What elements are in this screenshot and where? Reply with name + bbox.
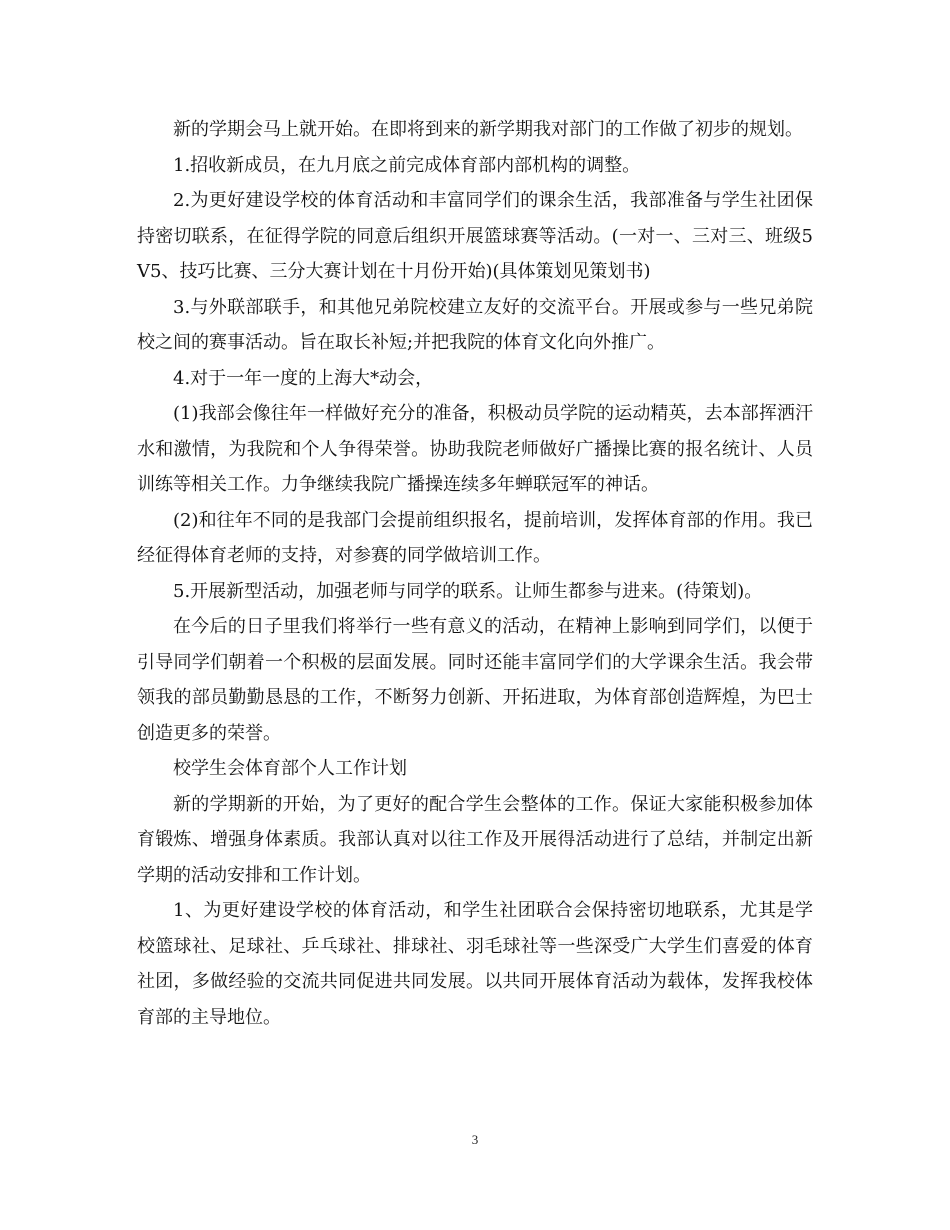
paragraph-conclusion: 在今后的日子里我们将举行一些有意义的活动，在精神上影响到同学们，以便于引导同学们朝着一个积极的层面发展。同时还能丰富同学们的大学课余生活。我会带领我的部员勤勤恳恳的工作，不断努力创新、开拓进取，为体育部创造辉煌，为巴士创造更多的荣誉。 — [137, 616, 813, 744]
paragraph-item-5: 5.开展新型活动，加强老师与同学的联系。让师生都参与进来。(待策划)。 — [173, 580, 763, 602]
section-heading: 校学生会体育部个人工作计划 — [173, 758, 407, 779]
paragraph-section-item-1: 1、为更好建设学校的体育活动，和学生社团联合会保持密切地联系，尤其是学校篮球社、足球社、乒乓球社、排球社、羽毛球社等一些深受广大学生们喜爱的体育社团，多做经验的交流共同促进共同发展。以共同开展体育活动为载体，发挥我校体育部的主导地位。 — [137, 900, 813, 1028]
paragraph-intro: 新的学期会马上就开始。在即将到来的新学期我对部门的工作做了初步的规划。 — [173, 119, 803, 140]
paragraph-item-3: 3.与外联部联手，和其他兄弟院校建立友好的交流平台。开展或参与一些兄弟院校之间的赛事活动。旨在取长补短;并把我院的体育文化向外推广。 — [137, 296, 813, 353]
paragraph-item-2: 2.为更好建设学校的体育活动和丰富同学们的课余生活，我部准备与学生社团保持密切联系，在征得学院的同意后组织开展篮球赛等活动。(一对一、三对三、班级5V5、技巧比赛、三分大赛计划在十月份开始)(具体策划见策划书) — [137, 190, 813, 282]
document-body — [137, 112, 813, 1035]
page-number: 3 — [471, 1132, 479, 1147]
paragraph-section-intro: 新的学期新的开始，为了更好的配合学生会整体的工作。保证大家能积极参加体育锻炼、增强身体素质。我部认真对以往工作及开展得活动进行了总结，并制定出新学期的活动安排和工作计划。 — [137, 793, 813, 886]
paragraph-item-4: 4.对于一年一度的上海大*动会， — [173, 367, 434, 389]
paragraph-item-4-sub-1: (1)我部会像往年一样做好充分的准备，积极动员学院的运动精英，去本部挥洒汗水和激情，为我院和个人争得荣誉。协助我院老师做好广播操比赛的报名统计、人员训练等相关工作。力争继续我院广播操连续多年蝉联冠军的神话。 — [137, 403, 813, 495]
paragraph-item-1: 1.招收新成员，在九月底之前完成体育部内部机构的调整。 — [173, 154, 641, 176]
paragraph-item-4-sub-2: (2)和往年不同的是我部门会提前组织报名，提前培训，发挥体育部的作用。我已经征得体育老师的支持，对参赛的同学做培训工作。 — [137, 509, 813, 566]
